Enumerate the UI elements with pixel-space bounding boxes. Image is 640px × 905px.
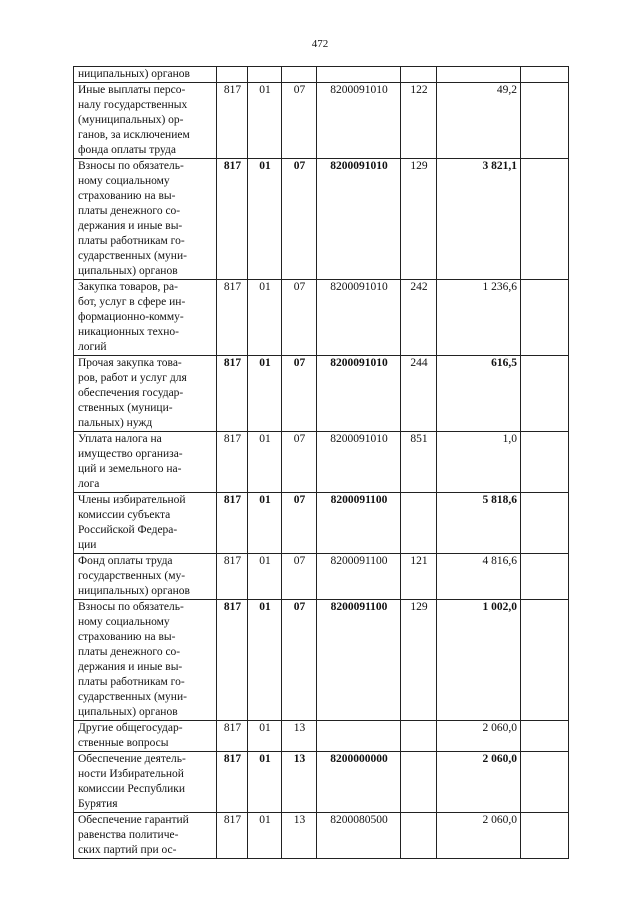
table-row <box>74 67 569 83</box>
cell-amount: 1 236,6 <box>437 280 521 356</box>
cell-section: 01 <box>248 554 282 600</box>
table-row <box>74 554 569 600</box>
cell-expense-type <box>401 721 437 752</box>
cell-department-code: 817 <box>217 432 248 493</box>
cell-section: 01 <box>248 280 282 356</box>
cell-department-code: 817 <box>217 280 248 356</box>
cell-section: 01 <box>248 356 282 432</box>
cell-subsection <box>282 67 317 83</box>
cell-amount: 4 816,6 <box>437 554 521 600</box>
cell-extra <box>521 752 569 813</box>
cell-extra <box>521 493 569 554</box>
cell-section <box>248 67 282 83</box>
cell-description: Иные выплаты персо- налу государственных (муниципальных) ор- ганов, за исключением фонда оплаты труда <box>74 83 217 159</box>
cell-expense-type <box>401 813 437 859</box>
cell-amount: 1 002,0 <box>437 600 521 721</box>
cell-section: 01 <box>248 159 282 280</box>
cell-subsection: 07 <box>282 83 317 159</box>
cell-subsection: 13 <box>282 752 317 813</box>
cell-department-code: 817 <box>217 493 248 554</box>
cell-target-article: 8200091010 <box>317 159 401 280</box>
cell-amount: 5 818,6 <box>437 493 521 554</box>
cell-target-article: 8200000000 <box>317 752 401 813</box>
cell-subsection: 07 <box>282 356 317 432</box>
cell-department-code: 817 <box>217 83 248 159</box>
cell-section: 01 <box>248 813 282 859</box>
cell-section: 01 <box>248 600 282 721</box>
cell-subsection: 07 <box>282 600 317 721</box>
table-row <box>74 600 569 721</box>
table-row <box>74 493 569 554</box>
cell-description: Члены избирательной комиссии субъекта Российской Федера- ции <box>74 493 217 554</box>
cell-amount: 616,5 <box>437 356 521 432</box>
cell-expense-type: 244 <box>401 356 437 432</box>
cell-subsection: 07 <box>282 554 317 600</box>
cell-description: Взносы по обязатель- ному социальному страхованию на вы- платы денежного со- держания и иные вы- платы работникам го- сударственных (муни- ципальных) органов <box>74 159 217 280</box>
cell-section: 01 <box>248 493 282 554</box>
cell-subsection: 07 <box>282 432 317 493</box>
cell-department-code: 817 <box>217 752 248 813</box>
cell-extra <box>521 67 569 83</box>
cell-expense-type: 121 <box>401 554 437 600</box>
cell-extra <box>521 159 569 280</box>
cell-description: Другие общегосудар- ственные вопросы <box>74 721 217 752</box>
cell-expense-type <box>401 752 437 813</box>
cell-amount: 1,0 <box>437 432 521 493</box>
cell-extra <box>521 554 569 600</box>
table-row <box>74 752 569 813</box>
cell-target-article: 8200080500 <box>317 813 401 859</box>
cell-target-article <box>317 721 401 752</box>
cell-extra <box>521 813 569 859</box>
cell-expense-type <box>401 493 437 554</box>
cell-amount: 2 060,0 <box>437 813 521 859</box>
table-row <box>74 159 569 280</box>
cell-target-article: 8200091010 <box>317 83 401 159</box>
cell-description: Обеспечение деятель- ности Избирательной комиссии Республики Бурятия <box>74 752 217 813</box>
cell-expense-type: 129 <box>401 600 437 721</box>
cell-expense-type: 851 <box>401 432 437 493</box>
cell-expense-type: 129 <box>401 159 437 280</box>
cell-description: Уплата налога на имущество организа- ций и земельного на- лога <box>74 432 217 493</box>
cell-description: Фонд оплаты труда государственных (му- ниципальных) органов <box>74 554 217 600</box>
cell-department-code: 817 <box>217 159 248 280</box>
cell-department-code: 817 <box>217 356 248 432</box>
budget-table <box>73 66 569 859</box>
cell-extra <box>521 432 569 493</box>
table-row <box>74 356 569 432</box>
cell-amount <box>437 67 521 83</box>
cell-target-article: 8200091100 <box>317 600 401 721</box>
cell-section: 01 <box>248 432 282 493</box>
cell-department-code: 817 <box>217 600 248 721</box>
cell-amount: 2 060,0 <box>437 721 521 752</box>
cell-subsection: 07 <box>282 280 317 356</box>
cell-section: 01 <box>248 83 282 159</box>
cell-department-code <box>217 67 248 83</box>
cell-amount: 3 821,1 <box>437 159 521 280</box>
cell-target-article: 8200091010 <box>317 356 401 432</box>
cell-target-article: 8200091100 <box>317 493 401 554</box>
table-row <box>74 721 569 752</box>
cell-target-article: 8200091010 <box>317 280 401 356</box>
cell-target-article: 8200091100 <box>317 554 401 600</box>
table-row <box>74 280 569 356</box>
cell-section: 01 <box>248 721 282 752</box>
cell-extra <box>521 356 569 432</box>
cell-extra <box>521 280 569 356</box>
cell-description: Обеспечение гарантий равенства политиче- ских партий при ос- <box>74 813 217 859</box>
cell-target-article: 8200091010 <box>317 432 401 493</box>
cell-description: Закупка товаров, ра- бот, услуг в сфере ин- формационно-комму- никационных техно- логий <box>74 280 217 356</box>
cell-description: ниципальных) органов <box>74 67 217 83</box>
cell-expense-type: 242 <box>401 280 437 356</box>
cell-subsection: 07 <box>282 159 317 280</box>
cell-subsection: 13 <box>282 721 317 752</box>
cell-expense-type <box>401 67 437 83</box>
cell-amount: 49,2 <box>437 83 521 159</box>
cell-extra <box>521 83 569 159</box>
cell-amount: 2 060,0 <box>437 752 521 813</box>
cell-target-article <box>317 67 401 83</box>
cell-department-code: 817 <box>217 554 248 600</box>
cell-description: Взносы по обязатель- ному социальному страхованию на вы- платы денежного со- держания и иные вы- платы работникам го- сударственных (муни- ципальных) органов <box>74 600 217 721</box>
cell-department-code: 817 <box>217 721 248 752</box>
cell-section: 01 <box>248 752 282 813</box>
table-row <box>74 83 569 159</box>
cell-extra <box>521 721 569 752</box>
cell-expense-type: 122 <box>401 83 437 159</box>
table-row <box>74 432 569 493</box>
cell-subsection: 07 <box>282 493 317 554</box>
page-number: 472 <box>311 38 329 50</box>
cell-extra <box>521 600 569 721</box>
cell-description: Прочая закупка това- ров, работ и услуг для обеспечения государ- ственных (муници- пальных) нужд <box>74 356 217 432</box>
cell-subsection: 13 <box>282 813 317 859</box>
cell-department-code: 817 <box>217 813 248 859</box>
table-row <box>74 813 569 859</box>
